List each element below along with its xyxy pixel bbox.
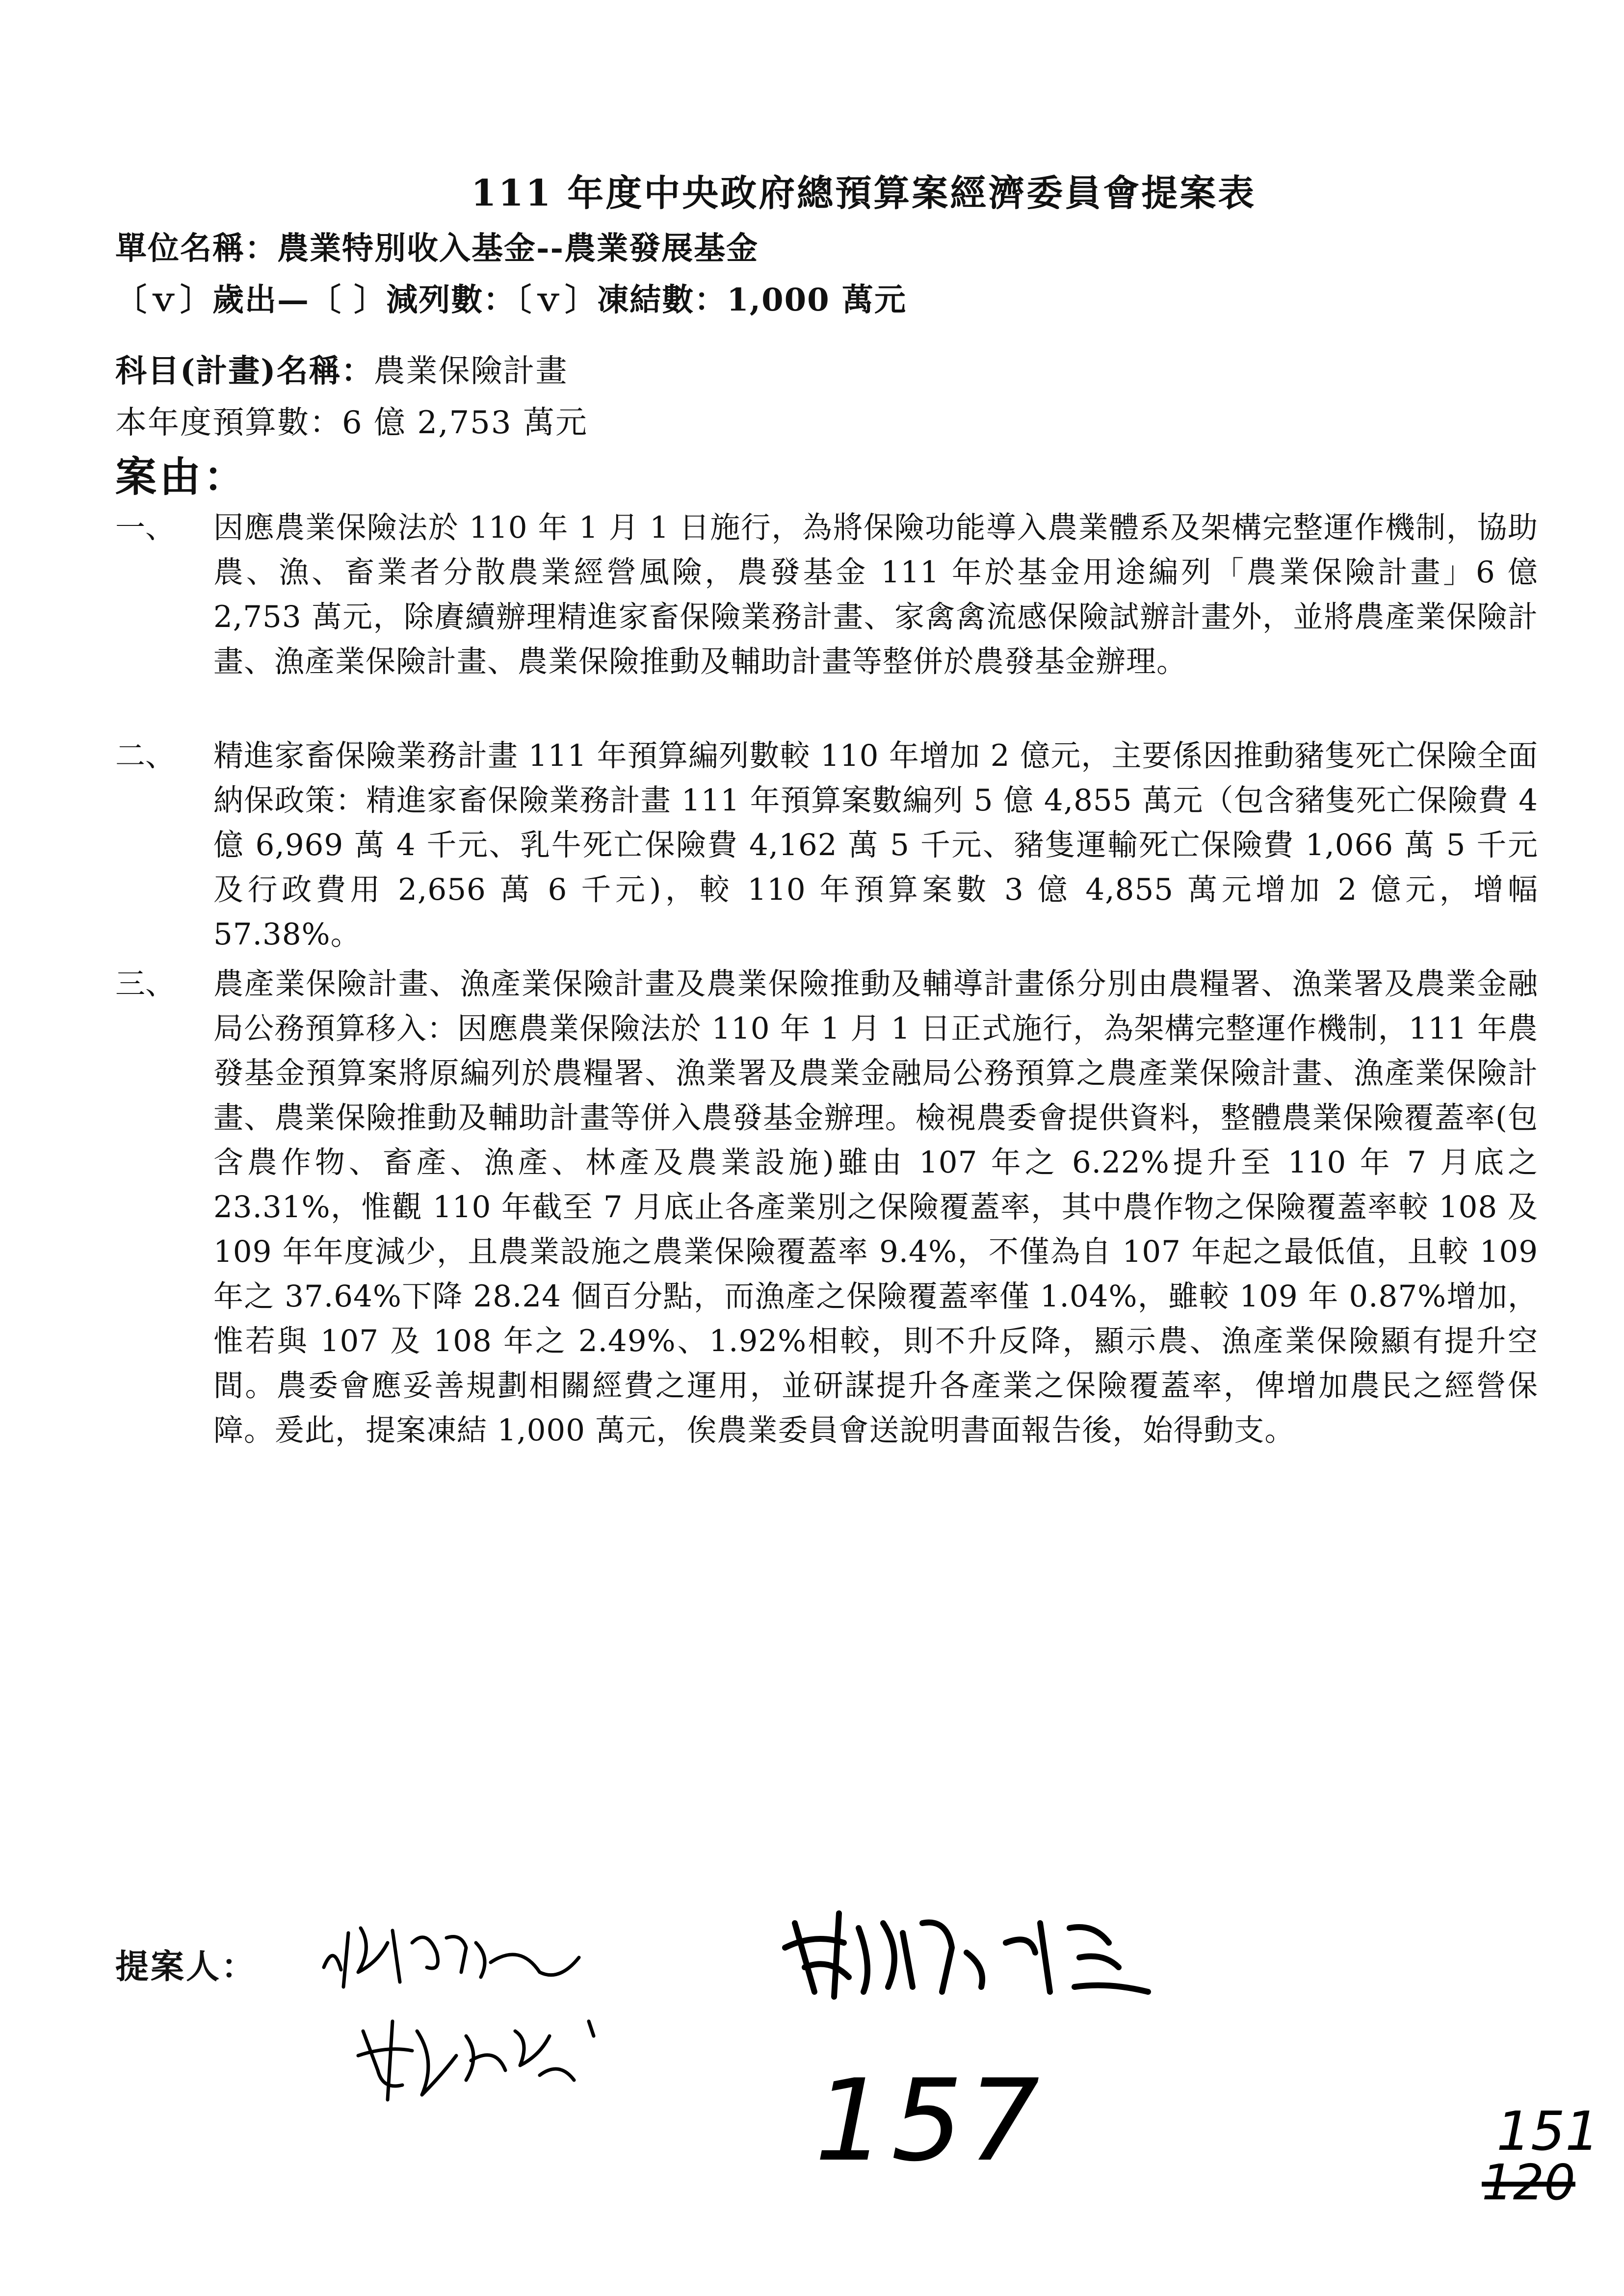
signature-2 bbox=[343, 2002, 618, 2119]
reason-item-text: 農產業保險計畫、漁產業保險計畫及農業保險推動及輔導計畫係分別由農糧署、漁業署及農業金融局公務預算移入：因應農業保險法於 110 年 1 月 1 日正式施行，為架構完整運作機制，111 年農發基金預算案將原編列於農糧署、漁業署及農業金融局公務預算之農產業保險計畫、漁產業保險計畫、農業保險推動及輔助計畫等併入農發基金辦理。檢視農委會提供資料，整體農業保險覆蓋率(包含農作物、畜產、漁產、林產及農業設施)雖由 107 年之 6.22%提升至 110 年 7 月底之 23.31%，惟觀 110 年截至 7 月底止各產業別之保險覆蓋率，其中農作物之保險覆蓋率較 108 及 109 年年度減少，且農業設施之農業保險覆蓋率 9.4%，不僅為自 107 年起之最低值，且較 109 年之 37.64%下降 28.24 個百分點，而漁產之保險覆蓋率僅 1.04%，雖較 109 年 0.87%增加，惟若與 107 及 108 年之 2.49%、1.92%相較，則不升反降，顯示農、漁產業保險顯有提升空間。農委會應妥善規劃相關經費之運用，並研謀提升各產業之保險覆蓋率，俾增加農民之經營保障。爰此，提案凍結 1,000 萬元，俟農業委員會送說明書面報告後，始得動支。 bbox=[213, 966, 1538, 1448]
reason-item-number: 二、 bbox=[115, 738, 176, 773]
reason-heading: 案由： bbox=[115, 452, 248, 501]
reason-item-3 bbox=[115, 962, 1538, 1453]
reason-item-number: 一、 bbox=[115, 510, 176, 545]
reason-item-1 bbox=[115, 505, 1538, 684]
reason-item-text: 精進家畜保險業務計畫 111 年預算編列數較 110 年增加 2 億元，主要係因推動豬隻死亡保險全面納保政策：精進家畜保險業務計畫 111 年預算案數編列 5 億 4,855 萬元（包含豬隻死亡保險費 4 億 6,969 萬 4 千元、乳牛死亡保險費 4,162 萬 5 千元、豬隻運輸死亡保險費 1,066 萬 5 千元及行政費用 2,656 萬 6 千元)，較 110 年預算案數 3 億 4,855 萬元增加 2 億元，增幅 57.38%。 bbox=[213, 738, 1538, 952]
unit-value: 農業特別收入基金--農業發展基金 bbox=[277, 230, 759, 267]
handwritten-struck-number: 120 bbox=[1482, 2154, 1575, 2211]
reason-item-number: 三、 bbox=[115, 966, 176, 1001]
unit-line bbox=[115, 223, 759, 268]
handwritten-page-number: 157 bbox=[814, 2056, 1045, 2187]
signature-1 bbox=[314, 1913, 589, 1997]
subject-label: 科目(計畫)名稱： bbox=[115, 353, 374, 390]
reason-item-2 bbox=[115, 733, 1538, 957]
subject-value: 農業保險計畫 bbox=[373, 353, 568, 390]
budget-type-line: 〔ｖ〕歲出—〔 〕減列數：〔ｖ〕凍結數：1,000 萬元 bbox=[115, 282, 907, 318]
budget-amount-line: 本年度預算數：6 億 2,753 萬元 bbox=[115, 405, 588, 441]
subject-line bbox=[115, 346, 568, 391]
handwritten-footer-number: 151 bbox=[1496, 2100, 1599, 2163]
signature-3 bbox=[775, 1894, 1178, 2011]
proposer-label: 提案人： bbox=[115, 1947, 257, 1986]
reason-item-text: 因應農業保險法於 110 年 1 月 1 日施行，為將保險功能導入農業體系及架構完整運作機制，協助農、漁、畜業者分散農業經營風險，農發基金 111 年於基金用途編列「農業保險計畫」6 億 2,753 萬元，除賡續辦理精進家畜保險業務計畫、家禽禽流感保險試辦計畫外，並將農產業保險計畫、漁產業保險計畫、農業保險推動及輔助計畫等整併於農發基金辦理。 bbox=[213, 510, 1538, 679]
document-title: 111 年度中央政府總預算案經濟委員會提案表 bbox=[471, 172, 1257, 214]
unit-label: 單位名稱： bbox=[115, 230, 277, 267]
